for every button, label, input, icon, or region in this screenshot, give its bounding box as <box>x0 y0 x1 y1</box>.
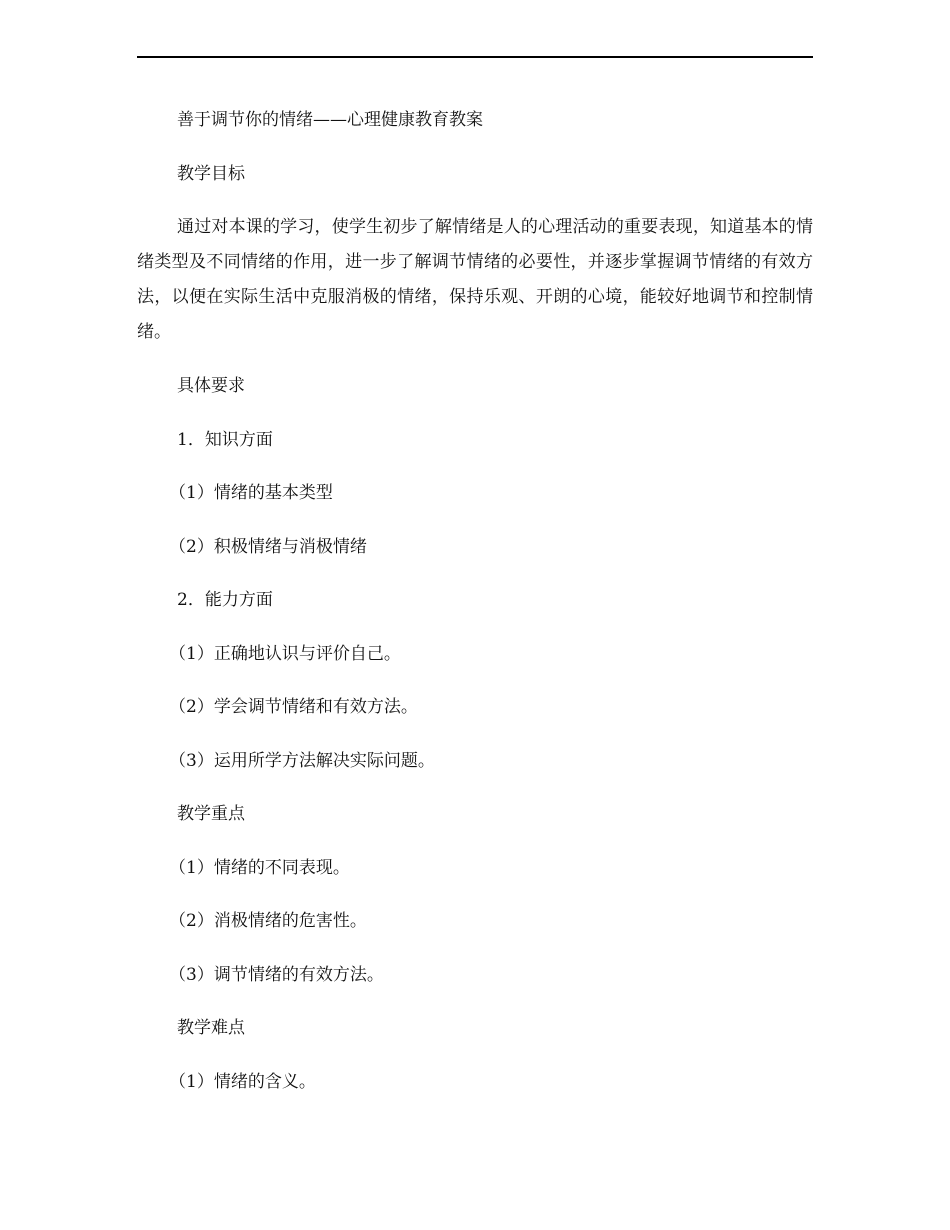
objectives-heading: 教学目标 <box>177 163 245 184</box>
key-point-item: （1）情绪的不同表现。 <box>169 857 350 878</box>
ability-item: （2）学会调节情绪和有效方法。 <box>169 697 418 717</box>
difficulties-heading: 教学难点 <box>177 1018 245 1038</box>
key-point-item: （3）调节情绪的有效方法。 <box>169 964 384 985</box>
knowledge-item: （1）情绪的基本类型 <box>169 483 333 503</box>
key-point-item: （2）消极情绪的危害性。 <box>169 911 367 931</box>
knowledge-heading: 1．知识方面 <box>177 429 273 450</box>
ability-item: （1）正确地认识与评价自己。 <box>169 643 401 664</box>
requirements-heading: 具体要求 <box>177 376 245 396</box>
ability-heading: 2．能力方面 <box>177 590 273 610</box>
key-points-heading: 教学重点 <box>177 804 245 824</box>
ability-item: （3）运用所学方法解决实际问题。 <box>169 750 435 771</box>
document-body <box>137 103 813 1118</box>
objectives-paragraph: 通过对本课的学习，使学生初步了解情绪是人的心理活动的重要表现，知道基本的情绪类型及不同情绪的作用，进一步了解调节情绪的必要性，并逐步掌握调节情绪的有效方法，以便在实际生活中克服消极的情绪，保持乐观、开朗的心境，能较好地调节和控制情绪。 <box>137 217 813 342</box>
header-rule <box>137 56 813 58</box>
document-title: 善于调节你的情绪——心理健康教育教案 <box>177 110 483 130</box>
difficulty-item: （1）情绪的含义。 <box>169 1071 316 1092</box>
knowledge-item: （2）积极情绪与消极情绪 <box>169 536 367 557</box>
